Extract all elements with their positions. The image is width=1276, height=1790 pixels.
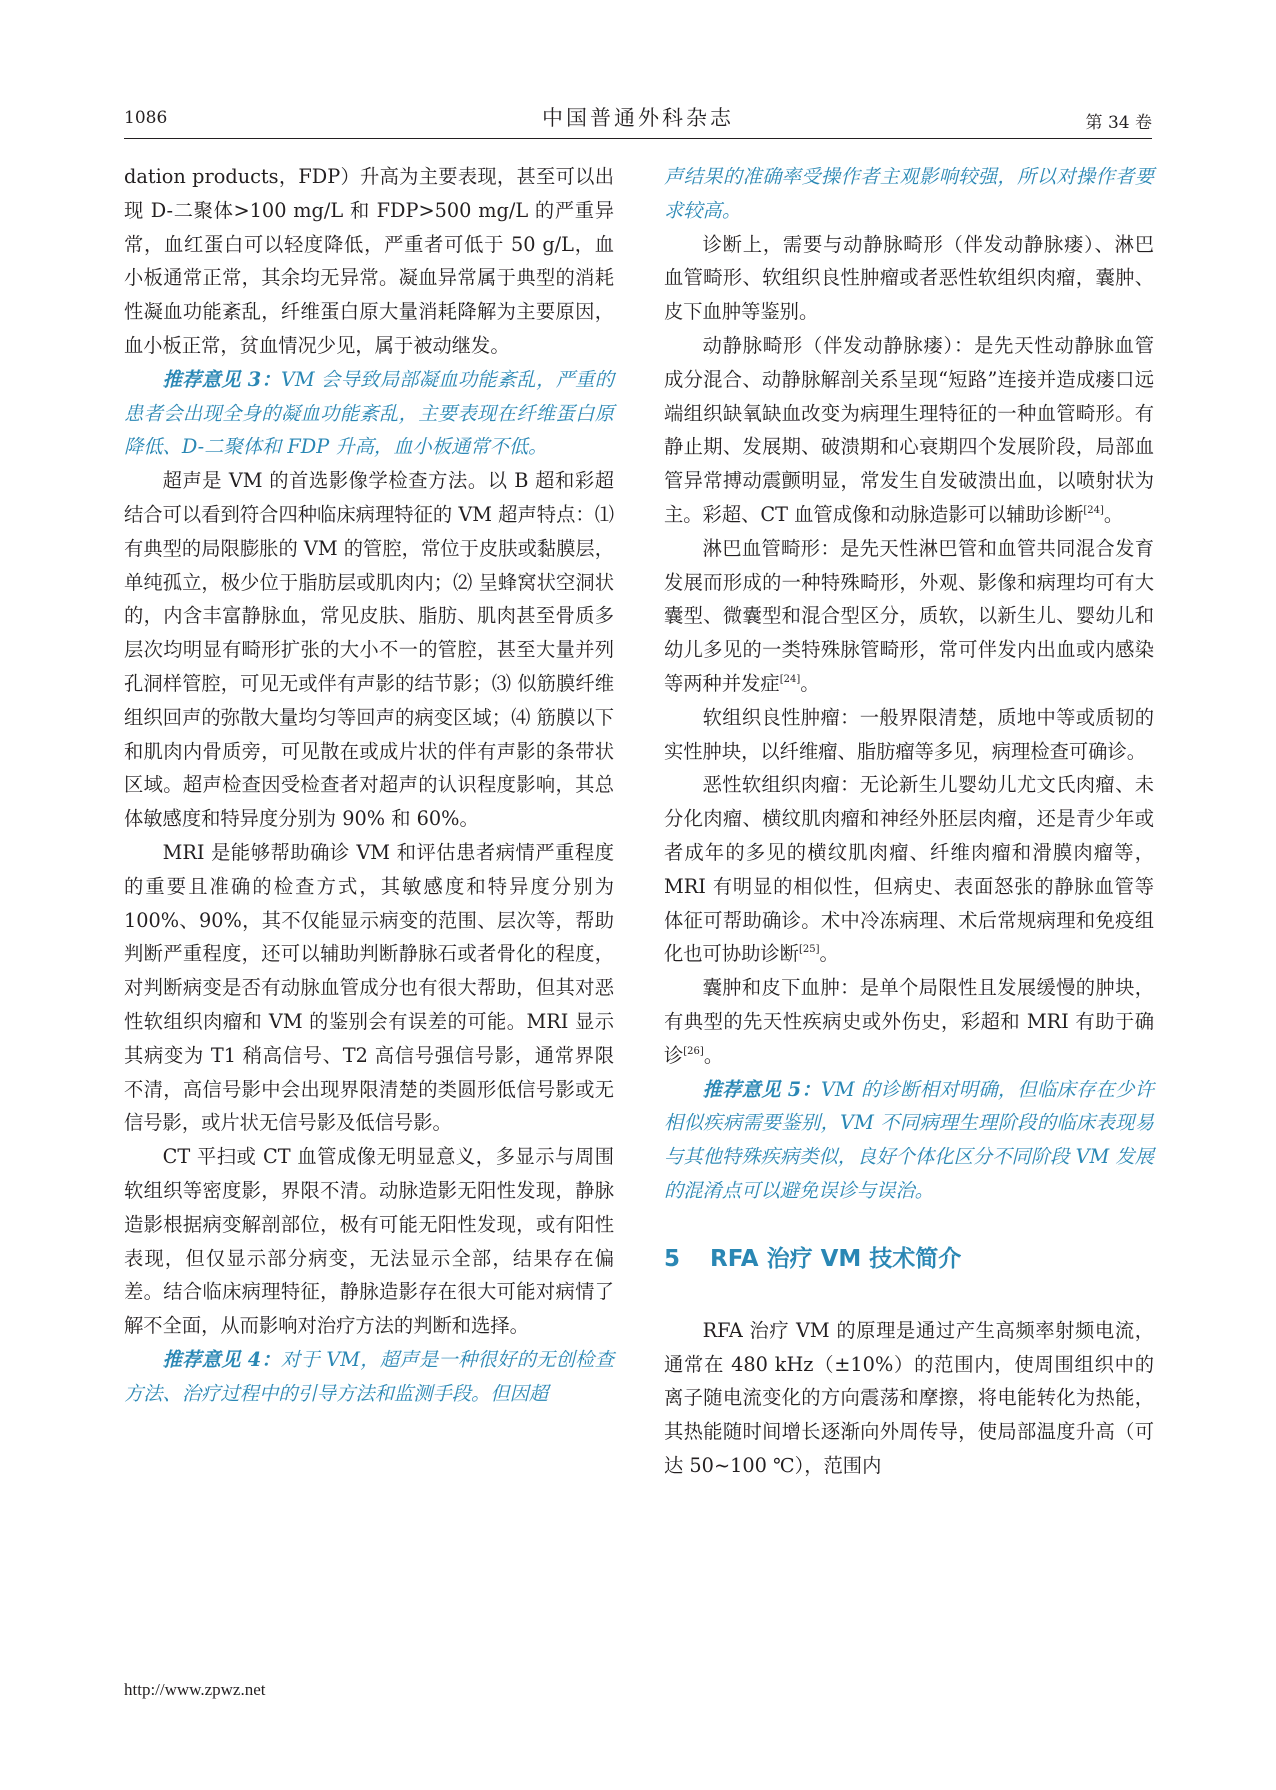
paragraph-text: 超声是 VM 的首选影像学检查方法。以 B 超和彩超结合可以看到符合四种临床病理特征的 VM 超声特点：⑴ 有典型的局限膨胀的 VM 的管腔，常位于皮肤或黏膜层，单纯孤立，极少位于脂肪层或肌肉内；⑵ 呈蜂窝状空洞状的，内含丰富静脉血，常见皮肤、脂肪、肌肉甚至骨质多层次均明显有畸形扩张的大小不一的管腔，甚至大量并列孔洞样管腔，可见无或伴有声影的结节影；⑶ 似筋膜纤维组织回声的弥散大量均匀等回声的病变区域；⑷ 筋膜以下和肌肉内骨质旁，可见散在或成片状的伴有声影的条带状区域。超声检查因受检查者对超声的认识程度影响，其总体敏感度和特异度分别为 90% 和 60%。 bbox=[124, 469, 614, 831]
recommendation-paragraph bbox=[664, 160, 1154, 228]
citation-ref: [24] bbox=[1083, 504, 1104, 516]
paragraph-tail: 。 bbox=[800, 671, 820, 695]
section-number: 5 bbox=[664, 1245, 681, 1272]
recommendation-text: VM 会导致局部凝血功能紊乱，严重的患者会出现全身的凝血功能紊乱，主要表现在纤维蛋白原降低、D-二聚体和 FDP 升高，血小板通常不低。 bbox=[124, 367, 614, 459]
recommendation-paragraph bbox=[124, 363, 614, 464]
recommendation-lead: 推荐意见 4： bbox=[162, 1347, 281, 1371]
recommendation-lead: 推荐意见 5： bbox=[702, 1077, 821, 1101]
running-header bbox=[124, 102, 1152, 139]
journal-title: 中国普通外科杂志 bbox=[542, 106, 734, 130]
body-paragraph bbox=[664, 971, 1154, 1072]
paragraph-text: CT 平扫或 CT 血管成像无明显意义，多显示与周围软组织等密度影，界限不清。动脉造影无阳性发现，静脉造影根据病变解剖部位，极有可能无阳性发现，或有阳性表现，但仅显示部分病变，无法显示全部，结果存在偏差。结合临床病理特征，静脉造影存在很大可能对病情了解不全面，从而影响对治疗方法的判断和选择。 bbox=[124, 1145, 614, 1338]
body-paragraph bbox=[124, 160, 614, 363]
citation-ref: [24] bbox=[779, 673, 801, 685]
paragraph-tail: 。 bbox=[1103, 502, 1124, 526]
body-paragraph bbox=[664, 228, 1154, 329]
section-title: RFA 治疗 VM 技术简介 bbox=[710, 1245, 962, 1272]
recommendation-text: 声结果的准确率受操作者主观影响较强，所以对操作者要求较高。 bbox=[664, 165, 1154, 222]
paragraph-text: 动静脉畸形（伴发动静脉瘘）：是先天性动静脉血管成分混合、动静脉解剖关系呈现“短路”连接并造成瘘口远端组织缺氧缺血改变为病理生理特征的一种血管畸形。有静止期、发展期、破溃期和心衰期四个发展阶段，局部血管异常搏动震颤明显，常发生自发破溃出血，以喷射状为主。彩超、CT 血管成像和动脉造影可以辅助诊断 bbox=[664, 333, 1154, 526]
recommendation-lead: 推荐意见 3： bbox=[162, 367, 281, 391]
paragraph-text: 诊断上，需要与动静脉畸形（伴发动静脉瘘）、淋巴血管畸形、软组织良性肿瘤或者恶性软组织肉瘤，囊肿、皮下血肿等鉴别。 bbox=[664, 232, 1154, 324]
body-paragraph bbox=[124, 464, 614, 836]
body-paragraph bbox=[124, 1140, 614, 1343]
body-paragraph bbox=[664, 532, 1154, 701]
recommendation-text: VM 的诊断相对明确，但临床存在少许相似疾病需要鉴别，VM 不同病理生理阶段的临床表现易与其他特殊疾病类似，良好个体化区分不同阶段 VM 发展的混淆点可以避免误诊与误治。 bbox=[664, 1077, 1154, 1202]
body-paragraph bbox=[664, 1314, 1154, 1483]
body-paragraph bbox=[664, 329, 1154, 532]
right-column bbox=[664, 160, 1154, 1483]
section-heading bbox=[664, 1244, 1154, 1274]
page-number: 1086 bbox=[124, 108, 168, 128]
body-paragraph bbox=[124, 836, 614, 1140]
footer-url: http://www.zpwz.net bbox=[124, 1680, 266, 1699]
citation-ref: [26] bbox=[683, 1045, 704, 1057]
paragraph-text: RFA 治疗 VM 的原理是通过产生高频率射频电流，通常在 480 kHz（±10%）的范围内，使周围组织中的离子随电流变化的方向震荡和摩擦，将电能转化为热能，其热能随时间增长逐渐向外周传导，使局部温度升高（可达 50~100 ℃），范围内 bbox=[664, 1318, 1154, 1477]
paragraph-text: 恶性软组织肉瘤：无论新生儿婴幼儿尤文氏肉瘤、未分化肉瘤、横纹肌肉瘤和神经外胚层肉瘤，还是青少年或者成年的多见的横纹肌肉瘤、纤维肉瘤和滑膜肉瘤等，MRI 有明显的相似性，但病史、表面怒张的静脉血管等体征可帮助确诊。术中冷冻病理、术后常规病理和免疫组化也可协助诊断 bbox=[664, 773, 1154, 966]
paragraph-text: 囊肿和皮下血肿：是单个局限性且发展缓慢的肿块，有典型的先天性疾病史或外伤史，彩超和 MRI 有助于确诊 bbox=[664, 976, 1154, 1067]
recommendation-text: 对于 VM，超声是一种很好的无创检查方法、治疗过程中的引导方法和监测手段。但因超 bbox=[124, 1347, 614, 1405]
body-paragraph bbox=[664, 768, 1154, 971]
left-column bbox=[124, 160, 614, 1410]
paragraph-text: 淋巴血管畸形：是先天性淋巴管和血管共同混合发育发展而形成的一种特殊畸形，外观、影像和病理均可有大囊型、微囊型和混合型区分，质软，以新生儿、婴幼儿和幼儿多见的一类特殊脉管畸形，常可伴发内出血或内感染等两种并发症 bbox=[664, 536, 1154, 695]
paragraph-tail: 。 bbox=[703, 1043, 724, 1067]
body-paragraph bbox=[664, 701, 1154, 769]
recommendation-paragraph bbox=[664, 1073, 1154, 1208]
volume-label: 第 34 卷 bbox=[1085, 113, 1152, 133]
paragraph-text: dation products，FDP）升高为主要表现，甚至可以出现 D-二聚体>100 mg/L 和 FDP>500 mg/L 的严重异常，血红蛋白可以轻度降低，严重者可低于 50 g/L，血小板通常正常，其余均无异常。凝血异常属于典型的消耗性凝血功能紊乱，纤维蛋白原大量消耗降解为主要原因，血小板正常，贫血情况少见，属于被动继发。 bbox=[124, 165, 614, 357]
paragraph-text: 软组织良性肿瘤：一般界限清楚，质地中等或质韧的实性肿块，以纤维瘤、脂肪瘤等多见，病理检查可确诊。 bbox=[664, 705, 1154, 763]
paragraph-tail: 。 bbox=[819, 942, 839, 966]
paragraph-text: MRI 是能够帮助确诊 VM 和评估患者病情严重程度的重要且准确的检查方式，其敏感度和特异度分别为 100%、90%，其不仅能显示病变的范围、层次等，帮助判断严重程度，还可以辅助判断静脉石或者骨化的程度，对判断病变是否有动脉血管成分也有很大帮助，但其对恶性软组织肉瘤和 VM 的鉴别会有误差的可能。MRI 显示其病变为 T1 稍高信号、T2 高信号强信号影，通常界限不清，高信号影中会出现界限清楚的类圆形低信号影或无信号影，或片状无信号影及低信号影。 bbox=[124, 840, 614, 1135]
citation-ref: [25] bbox=[798, 944, 820, 956]
recommendation-paragraph bbox=[124, 1343, 614, 1411]
